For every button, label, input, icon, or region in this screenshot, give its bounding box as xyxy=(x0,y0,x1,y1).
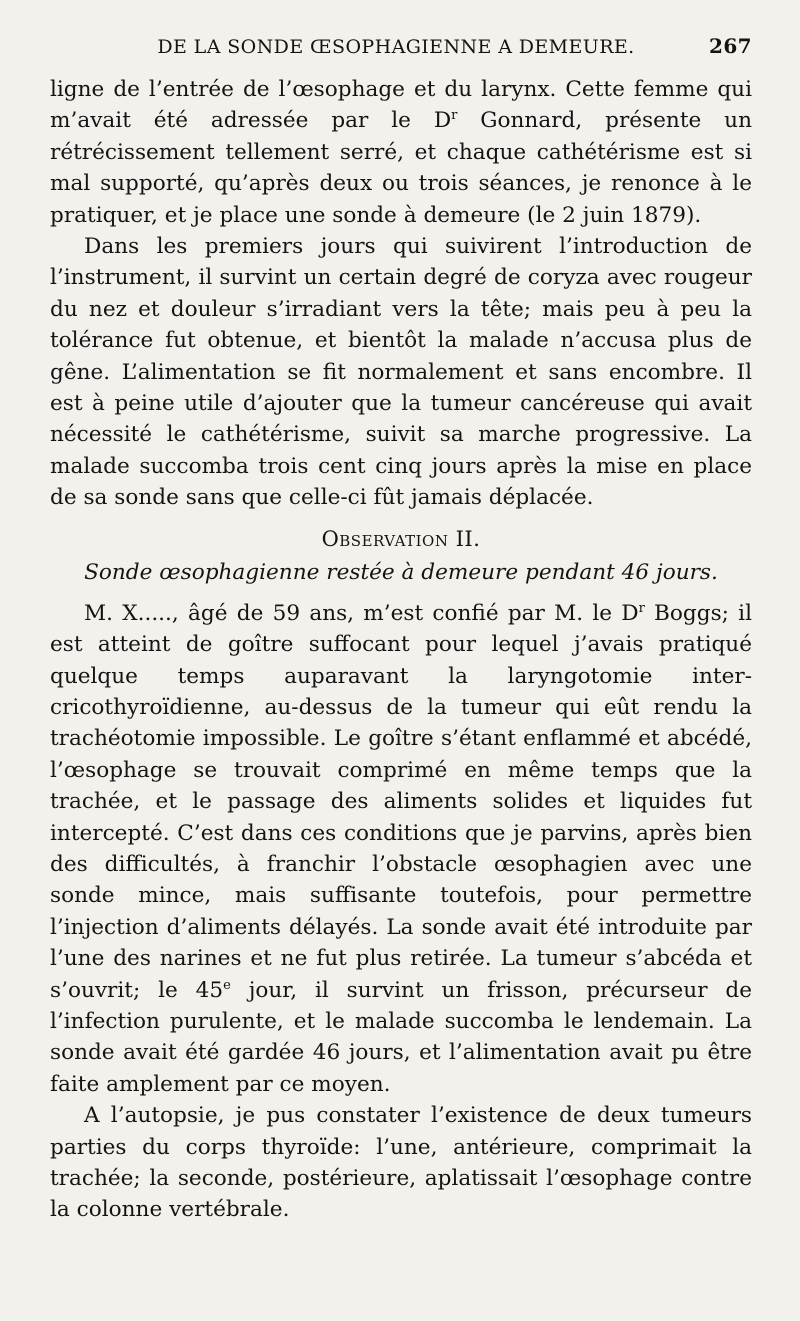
paragraph: A l’autopsie, je pus constater l’existence de deux tumeurs parties du corps thyroïde: l’une, antérieure, comprimait la trachée; la seconde, postérieure, aplatissait l’œsophage contre la colonne vertébrale. xyxy=(50,1103,752,1223)
paragraph-continued xyxy=(50,74,752,231)
text-span: M. X....., âgé de 59 ans, m’est confié par M. le D xyxy=(84,600,639,626)
page-number: 267 xyxy=(709,34,752,58)
running-title: DE LA SONDE ŒSOPHAGIENNE A DEMEURE. xyxy=(157,36,635,58)
superscript: e xyxy=(223,977,231,993)
running-head xyxy=(50,34,752,74)
text-span: ligne de l’entrée de l’œsophage et du larynx. Cette femme qui m’avait été adressée par le D xyxy=(50,77,752,134)
body-text xyxy=(50,74,752,1226)
superscript: r xyxy=(638,600,645,616)
superscript: r xyxy=(451,108,458,124)
observation-title: Observation II. xyxy=(321,526,481,551)
text-span: Boggs; il est atteint de goître suffocant pour lequel j’avais pratiqué quelque temps auparavant la laryngotomie inter-cricothyroïdienne, au-dessus de la tumeur qui eût rendu la trachéotomie impossible. Le goître s’étant enflammé et abcédé, l’œsophage se trouvait comprimé en même temps que la trachée, et le passage des aliments solides et liquides fut intercepté. C’est dans ces conditions que je parvins, après bien des difficultés, à franchir l’obstacle œsophagien avec une sonde mince, mais suffisante toutefois, pour permettre l’injection d’aliments délayés. La sonde avait été introduite par l’une des narines et ne fut plus retirée. La tumeur s’abcéda et s’ouvrit; le 45 xyxy=(50,600,752,1003)
paragraph: Dans les premiers jours qui suivirent l’introduction de l’instrument, il survint un certain degré de coryza avec rougeur du nez et douleur s’irradiant vers la tête; mais peu à peu la tolérance fut obtenue, et bientôt la malade n’accusa plus de gêne. L’alimentation se fit normalement et sans encombre. Il est à peine utile d’ajouter que la tumeur cancéreuse qui avait nécessité le cathétérisme, suivit sa marche progressive. La malade succomba trois cent cinq jours après la mise en place de sa sonde sans que celle-ci fût jamais déplacée. xyxy=(50,234,752,511)
text-span: jour, il survint un frisson, précurseur de l’infection purulente, et le malade succomba le lendemain. La sonde avait été gardée 46 jours, et l’alimentation avait pu être faite amplement par ce moyen. xyxy=(50,977,752,1097)
text-span: Gonnard, présente un rétrécissement tellement serré, et chaque cathétérisme est si mal supporté, qu’après deux ou trois séances, je renonce à le pratiquer, et je place une sonde à demeure (le 2 juin 1879). xyxy=(50,108,752,228)
observation-subtitle: Sonde œsophagienne restée à demeure pendant 46 jours. xyxy=(84,559,718,585)
paragraph xyxy=(50,598,752,1101)
